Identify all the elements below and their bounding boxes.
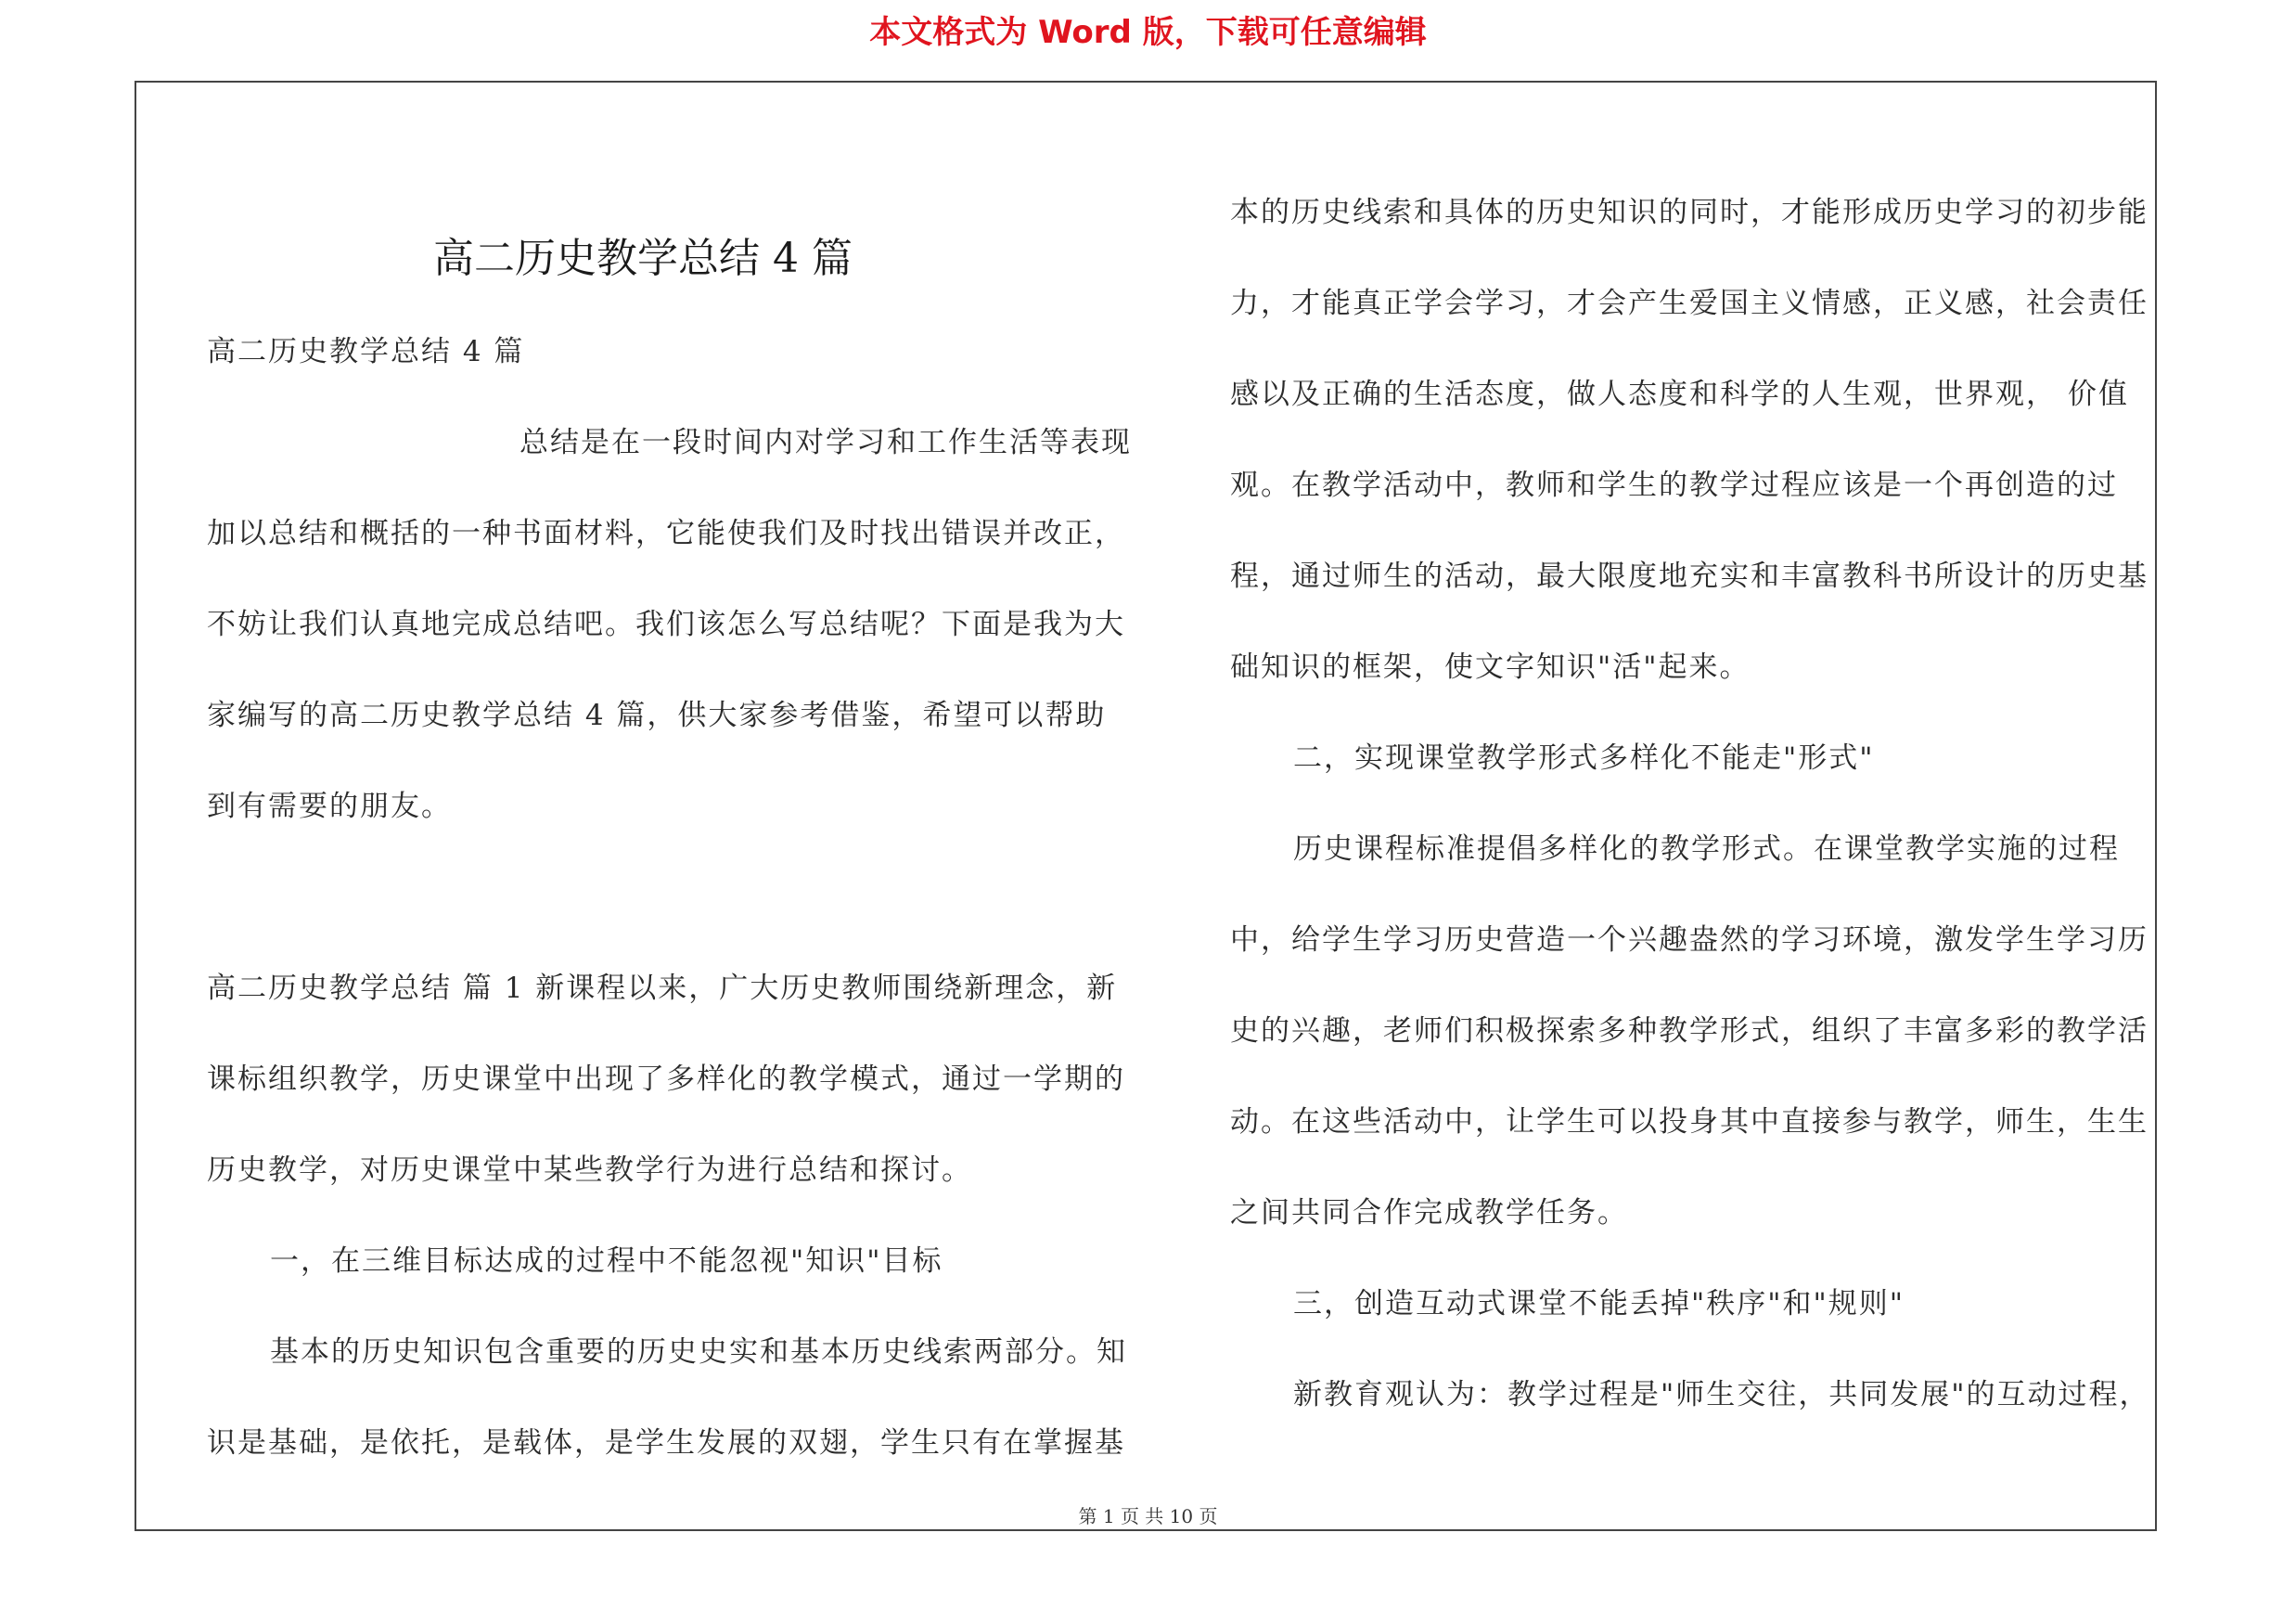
heading-2: 二，实现课堂教学形式多样化不能走"形式": [1293, 741, 1875, 775]
document-title: 高二历史教学总结 4 篇: [433, 235, 853, 283]
paragraph-1: 基本的历史知识包含重要的历史史实和基本历史线索两部分。知识是基础，是依托，是载体，是学生发展的双翅，学生只有在掌握基: [207, 1335, 1127, 1460]
paragraph-3: 新教育观认为：教学过程是"师生交往，共同发展"的互动过程，: [1293, 1378, 2150, 1411]
section-1-paragraph: 高二历史教学总结 篇 1 新课程以来，广大历史教师围绕新理念，新课标组织教学，历史课堂中出现了多样化的教学模式，通过一学期的历史教学，对历史课堂中某些教学行为进行总结和探讨。: [207, 972, 1125, 1187]
format-banner: 本文格式为 Word 版，下载可任意编辑: [869, 14, 1427, 51]
heading-3: 三，创造互动式课堂不能丢掉"秩序"和"规则": [1293, 1287, 1905, 1320]
subtitle: 高二历史教学总结 4 篇: [207, 335, 525, 368]
paragraph-1-continued: 本的历史线索和具体的历史知识的同时，才能形成历史学习的初步能力，才能真正学会学习，才会产生爱国主义情感，正义感，社会责任感以及正确的生活态度，做人态度和科学的人生观，世界观， 价值观。在教学活动中，教师和学生的教学过程应该是一个再创造的过程，通过师生的活动，最大限度地充实和丰富教科书所设计的历史基础知识的框架，使文字知识"活"起来。: [1230, 196, 2148, 684]
page-number: 第 1 页 共 10 页: [1078, 1505, 1218, 1527]
intro-paragraph: 总结是在一段时间内对学习和工作生活等表现加以总结和概括的一种书面材料，它能使我们及时找出错误并改正，不妨让我们认真地完成总结吧。我们该怎么写总结呢？下面是我为大家编写的高二历史教学总结 4 篇，供大家参考借鉴，希望可以帮助到有需要的朋友。: [207, 426, 1132, 823]
paragraph-2: 历史课程标准提倡多样化的教学形式。在课堂教学实施的过程中，给学生学习历史营造一个兴趣盎然的学习环境，激发学生学习历史的兴趣，老师们积极探索多种教学形式，组织了丰富多彩的教学活动。在这些活动中，让学生可以投身其中直接参与教学，师生，生生之间共同合作完成教学任务。: [1230, 832, 2148, 1230]
heading-1: 一，在三维目标达成的过程中不能忽视"知识"目标: [270, 1244, 943, 1278]
